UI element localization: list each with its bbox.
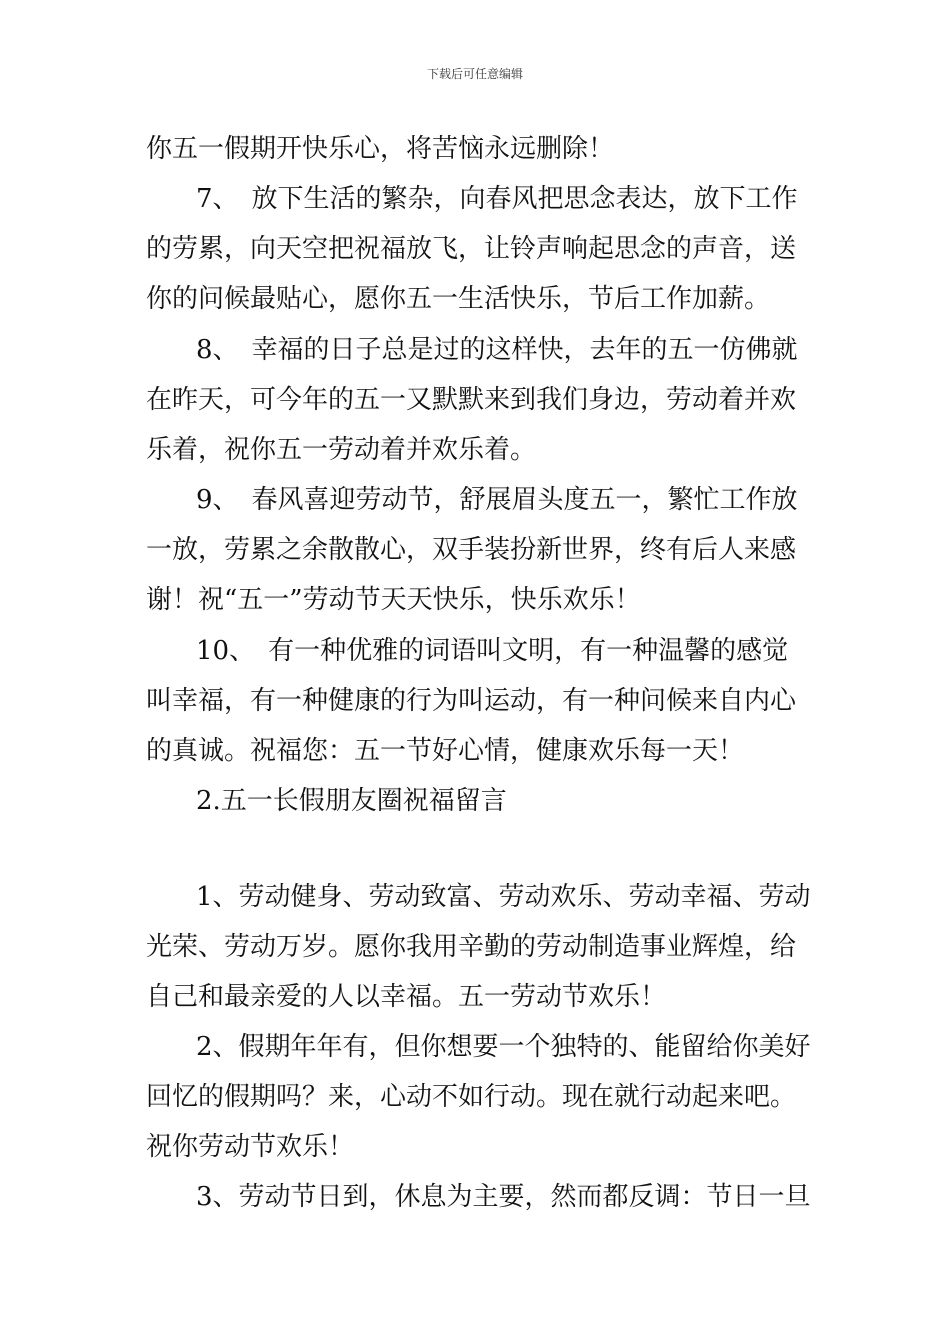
text-line: 的真诚。祝福您：五一节好心情，健康欢乐每一天！ <box>146 736 745 766</box>
text-line: 光荣、劳动万岁。愿你我用辛勤的劳动制造事业辉煌，给 <box>146 932 797 962</box>
text-line: 8、 幸福的日子总是过的这样快，去年的五一仿佛就 <box>196 335 798 365</box>
text-line: 7、 放下生活的繁杂，向春风把思念表达，放下工作 <box>196 184 798 214</box>
text-line: 10、 有一种优雅的词语叫文明，有一种温馨的感觉 <box>196 636 789 666</box>
page-header: 下载后可任意编辑 <box>426 67 523 81</box>
text-line: 你的问候最贴心，愿你五一生活快乐，节后工作加薪。 <box>146 284 771 314</box>
text-line: 2、假期年年有，但你想要一个独特的、能留给你美好 <box>196 1032 811 1062</box>
text-line: 回忆的假期吗？来，心动不如行动。现在就行动起来吧。 <box>146 1082 797 1112</box>
text-line: 乐着，祝你五一劳动着并欢乐着。 <box>146 435 537 465</box>
text-line: 叫幸福，有一种健康的行为叫运动，有一种问候来自内心 <box>146 686 797 716</box>
text-line: 你五一假期开快乐心，将苦恼永远删除！ <box>146 134 615 164</box>
text-line: 9、 春风喜迎劳动节，舒展眉头度五一，繁忙工作放 <box>196 485 798 515</box>
text-line: 自己和最亲爱的人以幸福。五一劳动节欢乐！ <box>146 982 667 1012</box>
text-line: 祝你劳动节欢乐！ <box>146 1132 355 1162</box>
text-line: 在昨天，可今年的五一又默默来到我们身边，劳动着并欢 <box>146 385 797 415</box>
text-line: 1、劳动健身、劳动致富、劳动欢乐、劳动幸福、劳动 <box>196 882 811 912</box>
section-heading: 2.五一长假朋友圈祝福留言 <box>196 786 507 816</box>
text-line: 的劳累，向天空把祝福放飞，让铃声响起思念的声音，送 <box>146 234 797 264</box>
text-line: 一放，劳累之余散散心，双手装扮新世界，终有后人来感 <box>146 535 797 565</box>
text-line: 谢！祝“五一”劳动节天天快乐，快乐欢乐！ <box>146 585 641 615</box>
text-line: 3、劳动节日到，休息为主要，然而都反调：节日一旦 <box>196 1182 811 1212</box>
